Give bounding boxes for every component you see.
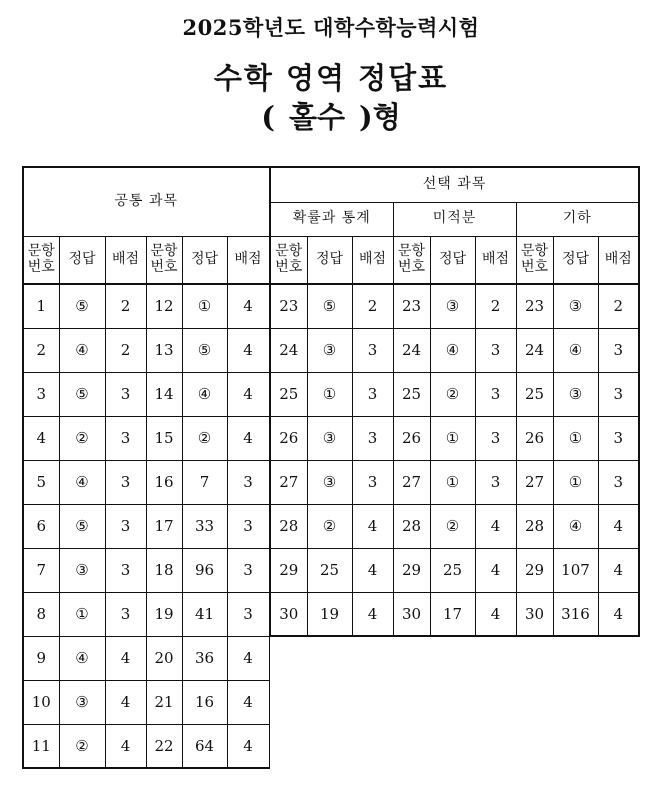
question-number: 23	[393, 284, 430, 328]
score-cell: 4	[475, 504, 516, 548]
score-cell: 4	[227, 328, 269, 372]
answer-cell: ⑤	[182, 328, 227, 372]
table-row	[23, 416, 269, 460]
answer-cell: 41	[182, 592, 227, 636]
answer-cell: ③	[307, 328, 352, 372]
answer-key-title: 수학 영역 정답표	[213, 61, 449, 95]
answer-cell: 19	[307, 592, 352, 636]
answer-cell: ①	[553, 416, 598, 460]
score-cell: 4	[227, 724, 269, 768]
table-row	[23, 328, 269, 372]
score-cell: 4	[352, 548, 393, 592]
score-cell: 4	[105, 636, 146, 680]
question-number: 26	[393, 416, 430, 460]
table-row	[23, 724, 269, 768]
elective-subject-header: 선택 과목	[270, 167, 639, 202]
question-number: 2	[23, 328, 59, 372]
answer-cell: ④	[59, 328, 105, 372]
col-header-number: 문항 번호	[270, 236, 307, 284]
question-number: 25	[393, 372, 430, 416]
question-number: 28	[516, 504, 553, 548]
col-header-answer: 정답	[307, 236, 352, 284]
answer-cell: ①	[182, 284, 227, 328]
score-cell: 4	[227, 636, 269, 680]
score-cell: 4	[105, 680, 146, 724]
common-subject-header: 공통 과목	[23, 167, 269, 236]
answer-cell: ④	[182, 372, 227, 416]
score-cell: 2	[105, 328, 146, 372]
question-number: 19	[146, 592, 182, 636]
score-cell: 4	[352, 504, 393, 548]
score-cell: 4	[227, 284, 269, 328]
score-cell: 3	[352, 460, 393, 504]
question-number: 16	[146, 460, 182, 504]
answer-cell: ①	[553, 460, 598, 504]
col-header-number: 문항 번호	[146, 236, 182, 284]
question-number: 3	[23, 372, 59, 416]
score-cell: 3	[475, 372, 516, 416]
answer-cell: 64	[182, 724, 227, 768]
answer-cell: ②	[307, 504, 352, 548]
subject-probability-statistics: 확률과 통계	[270, 202, 393, 236]
score-cell: 3	[227, 548, 269, 592]
score-cell: 2	[475, 284, 516, 328]
answer-cell: ③	[59, 680, 105, 724]
question-number: 28	[270, 504, 307, 548]
question-number: 10	[23, 680, 59, 724]
table-row	[270, 416, 639, 460]
table-row	[270, 548, 639, 592]
question-number: 29	[516, 548, 553, 592]
answer-cell: ③	[553, 284, 598, 328]
subject-geometry: 기하	[516, 202, 639, 236]
answer-cell: ①	[430, 460, 475, 504]
answer-cell: ⑤	[59, 372, 105, 416]
score-cell: 3	[598, 328, 639, 372]
answer-cell: ③	[307, 416, 352, 460]
question-number: 24	[393, 328, 430, 372]
col-header-score: 배점	[105, 236, 146, 284]
answer-cell: ④	[59, 636, 105, 680]
question-number: 27	[270, 460, 307, 504]
score-cell: 4	[352, 592, 393, 636]
score-cell: 3	[105, 460, 146, 504]
question-number: 21	[146, 680, 182, 724]
answer-cell: ⑤	[59, 504, 105, 548]
col-header-score: 배점	[227, 236, 269, 284]
answer-cell: 17	[430, 592, 475, 636]
answer-cell: 25	[430, 548, 475, 592]
subject-calculus: 미적분	[393, 202, 516, 236]
score-cell: 4	[598, 592, 639, 636]
question-number: 29	[270, 548, 307, 592]
answer-cell: ④	[59, 460, 105, 504]
table-row	[23, 460, 269, 504]
type-name: 홀수	[288, 100, 345, 134]
score-cell: 3	[598, 460, 639, 504]
question-number: 30	[516, 592, 553, 636]
score-cell: 3	[475, 460, 516, 504]
answer-cell: ⑤	[307, 284, 352, 328]
score-cell: 4	[598, 504, 639, 548]
question-number: 8	[23, 592, 59, 636]
question-number: 25	[516, 372, 553, 416]
question-number: 28	[393, 504, 430, 548]
exam-title: 2025학년도 대학수학능력시험	[182, 15, 480, 40]
answer-cell: ④	[553, 328, 598, 372]
answer-cell: ③	[553, 372, 598, 416]
answer-cell: 316	[553, 592, 598, 636]
col-header-answer: 정답	[553, 236, 598, 284]
question-number: 4	[23, 416, 59, 460]
answer-cell: ②	[430, 504, 475, 548]
score-cell: 3	[352, 328, 393, 372]
type-open-paren: (	[261, 100, 275, 134]
question-number: 22	[146, 724, 182, 768]
answer-cell: ①	[59, 592, 105, 636]
table-row	[23, 372, 269, 416]
answer-cell: 33	[182, 504, 227, 548]
score-cell: 3	[105, 548, 146, 592]
table-row	[270, 372, 639, 416]
table-row	[270, 504, 639, 548]
score-cell: 3	[598, 416, 639, 460]
question-number: 25	[270, 372, 307, 416]
answer-cell: ③	[430, 284, 475, 328]
score-cell: 3	[105, 416, 146, 460]
question-number: 14	[146, 372, 182, 416]
score-cell: 3	[105, 592, 146, 636]
table-row	[23, 680, 269, 724]
score-cell: 4	[105, 724, 146, 768]
table-row	[270, 328, 639, 372]
answer-cell: ②	[182, 416, 227, 460]
question-number: 17	[146, 504, 182, 548]
exam-type-title	[0, 95, 662, 136]
answer-cell: ①	[430, 416, 475, 460]
question-number: 27	[516, 460, 553, 504]
question-number: 29	[393, 548, 430, 592]
question-number: 18	[146, 548, 182, 592]
question-number: 23	[516, 284, 553, 328]
question-number: 30	[270, 592, 307, 636]
question-number: 26	[516, 416, 553, 460]
answer-cell: 25	[307, 548, 352, 592]
score-cell: 4	[227, 416, 269, 460]
question-number: 1	[23, 284, 59, 328]
answer-cell: 7	[182, 460, 227, 504]
question-number: 5	[23, 460, 59, 504]
score-cell: 2	[105, 284, 146, 328]
table-row	[270, 592, 639, 636]
common-subject-table	[22, 166, 270, 769]
score-cell: 3	[227, 592, 269, 636]
table-row	[23, 284, 269, 328]
score-cell: 3	[352, 416, 393, 460]
score-cell: 3	[475, 328, 516, 372]
table-row	[270, 460, 639, 504]
table-row	[23, 504, 269, 548]
elective-subject-table	[269, 166, 640, 637]
question-number: 7	[23, 548, 59, 592]
question-number: 9	[23, 636, 59, 680]
answer-cell: ②	[59, 416, 105, 460]
answer-cell: ④	[553, 504, 598, 548]
answer-cell: 36	[182, 636, 227, 680]
question-number: 24	[270, 328, 307, 372]
type-close: )형	[359, 100, 401, 134]
question-number: 6	[23, 504, 59, 548]
score-cell: 3	[475, 416, 516, 460]
score-cell: 2	[598, 284, 639, 328]
score-cell: 4	[598, 548, 639, 592]
col-header-answer: 정답	[59, 236, 105, 284]
answer-cell: ③	[307, 460, 352, 504]
col-header-score: 배점	[352, 236, 393, 284]
col-header-number: 문항 번호	[516, 236, 553, 284]
score-cell: 4	[227, 372, 269, 416]
table-row	[270, 284, 639, 328]
score-cell: 4	[475, 548, 516, 592]
col-header-answer: 정답	[430, 236, 475, 284]
answer-cell: ⑤	[59, 284, 105, 328]
answer-cell: ②	[59, 724, 105, 768]
score-cell: 3	[105, 504, 146, 548]
question-number: 24	[516, 328, 553, 372]
answer-cell: ②	[430, 372, 475, 416]
table-row	[23, 548, 269, 592]
score-cell: 2	[352, 284, 393, 328]
col-header-answer: 정답	[182, 236, 227, 284]
question-number: 23	[270, 284, 307, 328]
answer-cell: 96	[182, 548, 227, 592]
answer-cell: ④	[430, 328, 475, 372]
question-number: 26	[270, 416, 307, 460]
question-number: 13	[146, 328, 182, 372]
score-cell: 3	[598, 372, 639, 416]
score-cell: 3	[352, 372, 393, 416]
score-cell: 3	[105, 372, 146, 416]
question-number: 27	[393, 460, 430, 504]
score-cell: 3	[227, 504, 269, 548]
col-header-number: 문항 번호	[23, 236, 59, 284]
question-number: 30	[393, 592, 430, 636]
col-header-score: 배점	[475, 236, 516, 284]
col-header-number: 문항 번호	[393, 236, 430, 284]
score-cell: 4	[227, 680, 269, 724]
table-row	[23, 592, 269, 636]
question-number: 20	[146, 636, 182, 680]
answer-cell: ①	[307, 372, 352, 416]
answer-cell: ③	[59, 548, 105, 592]
question-number: 11	[23, 724, 59, 768]
score-cell: 4	[475, 592, 516, 636]
answer-cell: 16	[182, 680, 227, 724]
table-row	[23, 636, 269, 680]
answer-cell: 107	[553, 548, 598, 592]
score-cell: 3	[227, 460, 269, 504]
question-number: 15	[146, 416, 182, 460]
col-header-score: 배점	[598, 236, 639, 284]
question-number: 12	[146, 284, 182, 328]
